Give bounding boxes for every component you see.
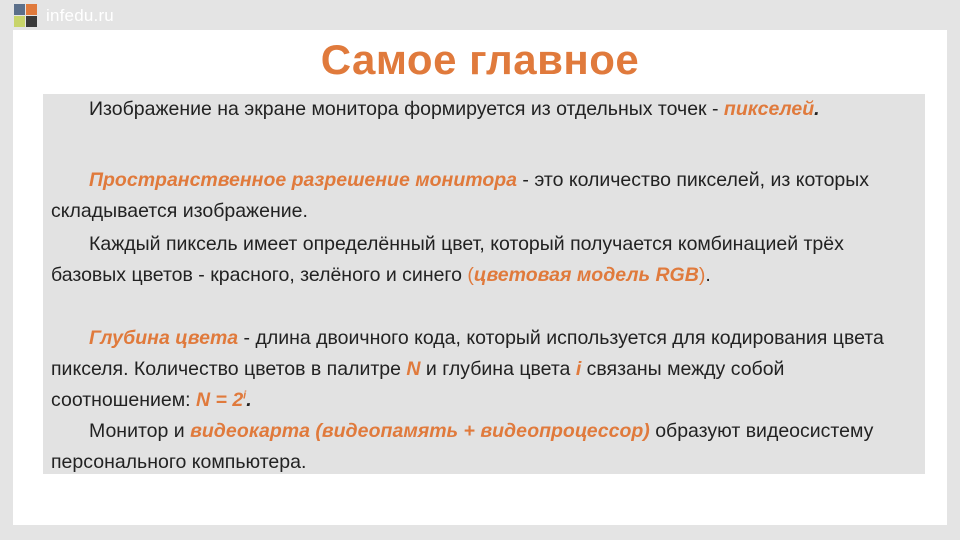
text: образуют видеосистему персонального компьютера. [51,420,874,473]
logo-squares-icon [14,4,40,28]
highlight-rgb: цветовая модель RGB [473,264,699,286]
text: - это количество пикселей, из которых складывается изображение. [51,169,870,222]
text: - длина двоичного кода, который используется для кодирования цвета пикселя. Количество цветов в палитре [51,327,884,380]
text: . [814,98,820,120]
logo-text: infedu.ru [46,6,114,25]
text: Каждый пиксель имеет определённый цвет, который получается комбинацией трёх базовых цветов - красного, зелёного и синего [51,233,844,286]
paragraph-resolution [51,165,917,227]
text: Изображение на экране монитора формируется из отдельных точек - [89,98,724,120]
paragraph-video-system [51,416,917,478]
highlight-i: i [575,358,582,380]
paragraph-pixels [51,94,917,125]
site-logo[interactable] [14,4,114,28]
paragraph-color-depth [51,323,917,416]
content-panel [43,94,925,474]
formula: N = 2 [196,389,244,411]
page-title: Самое главное [320,36,640,83]
text: . [246,389,252,411]
slide [13,30,947,525]
text: . [705,264,711,286]
paren-close: ) [698,264,706,286]
highlight-pixels: пикселей [723,98,815,120]
text: Монитор и [89,420,191,442]
text: и глубина цвета [420,358,576,380]
highlight-video-card: видеокарта (видеопамять + видеопроцессор) [190,420,650,442]
text: связаны между собой соотношением: [51,358,785,411]
highlight-n: N [406,358,421,380]
paren-open: ( [467,264,474,286]
paragraph-rgb [51,229,917,291]
highlight-resolution: Пространственное разрешение монитора [89,169,517,191]
highlight-color-depth: Глубина цвета [89,327,239,349]
formula-exponent: i [243,389,247,402]
